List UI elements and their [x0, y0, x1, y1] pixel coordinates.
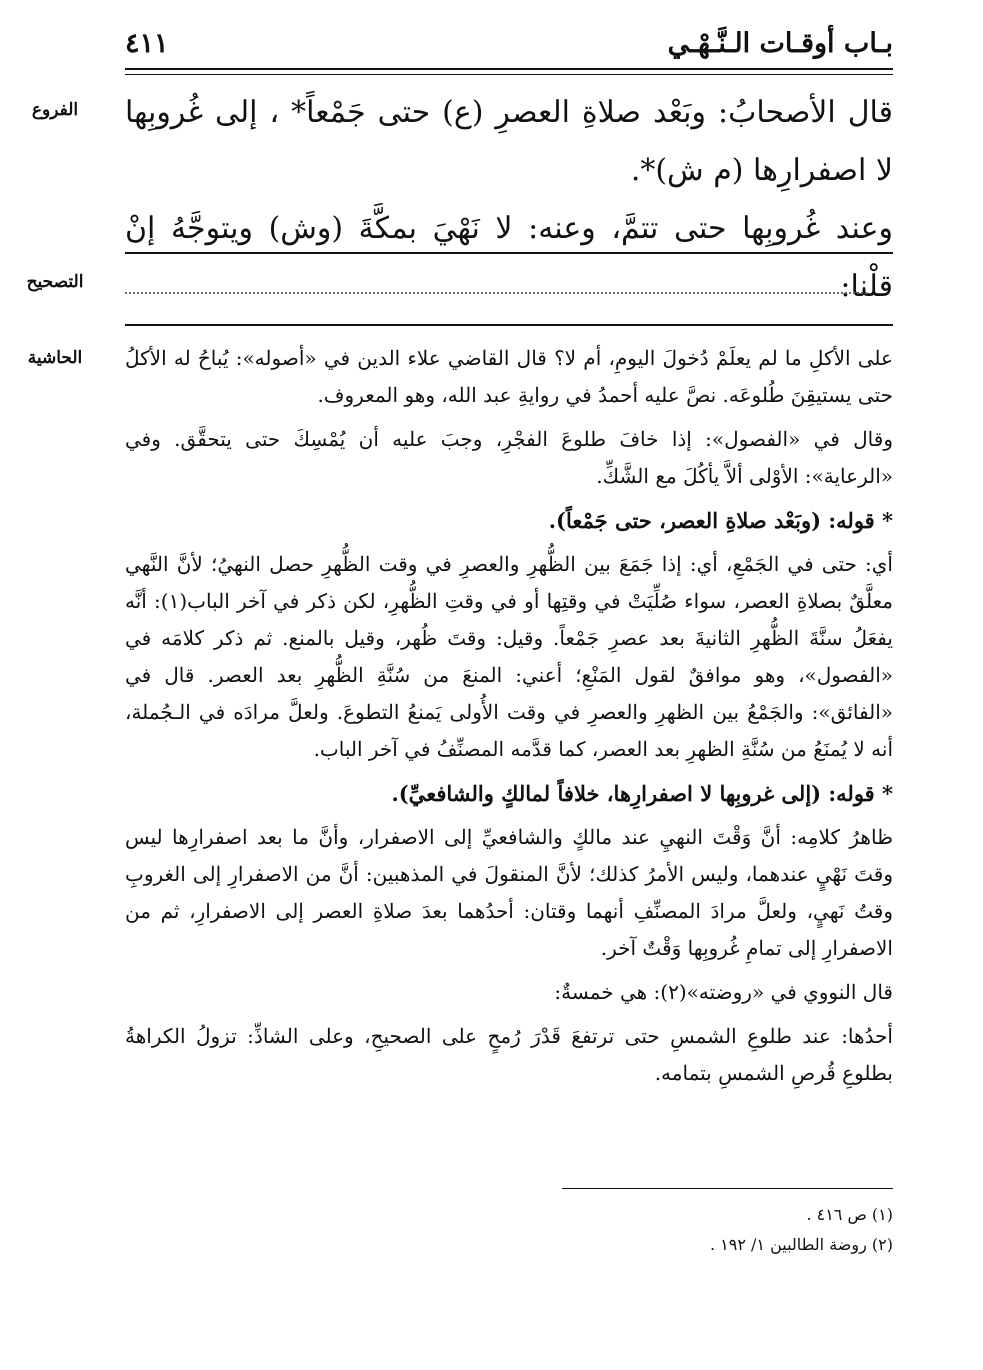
- hashiya-paragraph: قال النووي في «روضته»(٢): هي خمسةٌ:: [554, 980, 893, 1004]
- header-rule: [125, 68, 893, 75]
- hashiya-paragraph: على الأكلِ ما لم يعلَمْ دُخولَ اليومِ، أم لا؟ قال القاضي علاء الدين في «أصوله»: يُباحُ له الأكلُ حتى يستيقِنَ طُلوعَه. نصَّ عليه أحمدُ في روايةِ عبد الله، وهو المعروف.: [125, 346, 893, 407]
- hashiya-heading: * قوله: (إلى غروبِها لا اصفرارِها، خلافاً لمالكٍ والشافعيِّ).: [391, 781, 893, 806]
- hashiya-section: [125, 340, 893, 1099]
- label-hashiya: الحاشية: [27, 348, 83, 368]
- page-number: ٤١١: [125, 28, 169, 59]
- hashiya-paragraph: ظاهرُ كلامِه: أنَّ وَقْتَ النهيِ عند مالكٍ والشافعيِّ إلى الاصفرار، وأنَّ ما بعد اصفرارِها ليس وقتَ نَهْيٍ عندهما، وليس الأمرُ كذلك؛ لأنَّ المنقولَ في المذهبين: أنَّ من الاصفرارِ إلى الغروبِ وقتُ نَهيٍ، ولعلَّ مرادَ المصنِّفِ أنهما وقتان: أحدُهما بعدَ صلاةِ العصر إلى الاصفرارِ، ثم من الاصفرارِ إلى تمامِ غُروبِها وَقْتٌ آخر.: [125, 825, 893, 960]
- furu-section: [125, 84, 893, 316]
- furu-bottom-rule: [125, 252, 893, 254]
- furu-paragraph-2: وعند غُروبِها حتى تتمَّ، وعنه: لا نَهْيَ بمكَّةَ (وش) ويتوجَّهُ إنْ قلْنا:: [125, 211, 893, 304]
- tashih-bottom-rule: [125, 324, 893, 326]
- hashiya-paragraph: أي: حتى في الجَمْعِ، أي: إذا جَمَعَ بين الظُّهرِ والعصرِ في وقت الظُّهرِ حصل النهيُ؛ لأنَّ النَّهي معلَّقٌ بصلاةِ العصر، سواء صُلِّيَتْ في وقتِها أو في وقتِ الظُّهرِ، لكن ذكر في آخر الباب(١): أنَّه يفعَلُ سنَّةَ الظُّهرِ الثانيةَ بعد عصرِ جَمْعاً. وقيل: وقتَ ظُهر، وقيل بالمنع. ثم ذكر كلامَه في «الفصول»، وهو موافقٌ لقول المَنْعِ؛ أعني: المنعَ من سُنَّةِ الظُّهرِ بعد العصر. قال في «الفائق»: والجَمْعُ بين الظهرِ والعصرِ في وقت الأُولى يَمنعُ التطوعَ. ولعلَّ مرادَه في الـجُملة، أنه لا يُمنَعُ من سُنَّةِ الظهرِ بعد العصر، كما قدَّمه المصنِّفُ في آخر الباب.: [125, 552, 894, 761]
- footnote-2: (٢) روضة الطالبين ١/ ١٩٢ .: [709, 1235, 893, 1254]
- hashiya-paragraph: وقال في «الفصول»: إذا خافَ طلوعَ الفجْرِ، وجبَ عليه أن يُمْسِكَ حتى يتحقَّق. وفي «الرعاية»: الأوْلى ألاَّ يأكُلَ مع الشَّكِّ.: [125, 427, 893, 488]
- label-tashih: التصحيح: [26, 272, 84, 292]
- label-furu: الفروع: [31, 100, 79, 120]
- footnotes: [125, 1200, 893, 1260]
- footnote-rule: [562, 1188, 893, 1189]
- running-header: [125, 24, 893, 68]
- hashiya-paragraph: أحدُها: عند طلوعِ الشمسِ حتى ترتفعَ قَدْرَ رُمحٍ على الصحيحِ، وعلى الشاذِّ: تزولُ الكراهةُ بطلوعِ قُرصِ الشمسِ بتمامه.: [125, 1024, 893, 1085]
- hashiya-heading: * قوله: (وبَعْد صلاةِ العصر، حتى جَمْعاً).: [548, 508, 893, 533]
- furu-paragraph-1: قال الأصحابُ: وبَعْد صلاةِ العصرِ (ع) حتى جَمْعاً* ، إلى غُروبِها لا اصفرارِها (م ش)*.: [125, 95, 893, 188]
- chapter-title: بـاب أوقـات الـنَّـهْـي: [667, 28, 893, 59]
- tashih-dotted-line: [125, 292, 867, 294]
- footnote-1: (١) ص ٤١٦ .: [806, 1205, 893, 1224]
